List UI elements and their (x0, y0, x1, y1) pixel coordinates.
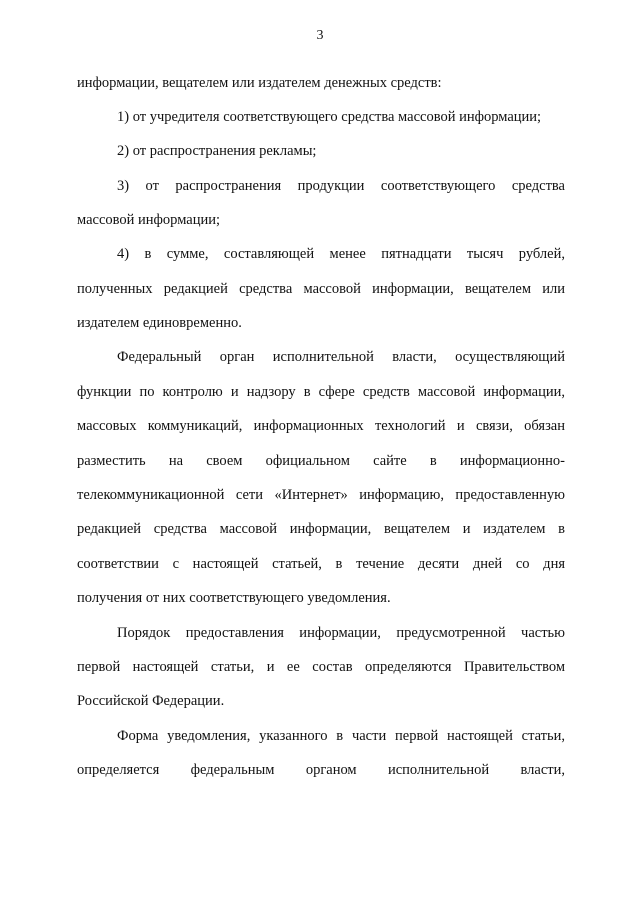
text-line-7: полученных редакцией средства массовой информации, вещателем или (77, 281, 565, 297)
text-line-18: первой настоящей статьи, и ее состав определяются Правительством (77, 659, 565, 675)
text-line-16: получения от них соответствующего уведомления. (77, 590, 391, 606)
text-line-10: функции по контролю и надзору в сфере средств массовой информации, (77, 384, 565, 400)
text-line-3: 2) от распространения рекламы; (117, 143, 317, 159)
text-line-6: 4) в сумме, составляющей менее пятнадцати тысяч рублей, (117, 246, 565, 262)
text-line-2: 1) от учредителя соответствующего средства массовой информации; (117, 109, 542, 125)
text-line-5: массовой информации; (77, 212, 221, 228)
text-line-11: массовых коммуникаций, информационных технологий и связи, обязан (77, 418, 565, 434)
text-line-14: редакцией средства массовой информации, вещателем и издателем в (77, 521, 565, 537)
text-line-12: разместить на своем официальном сайте в информационно- (77, 453, 565, 469)
text-line-19: Российской Федерации. (77, 693, 225, 709)
text-line-13: телекоммуникационной сети «Интернет» информацию, предоставленную (77, 487, 565, 503)
text-line-8: издателем единовременно. (77, 315, 242, 331)
text-line-20: Форма уведомления, указанного в части первой настоящей статьи, (117, 728, 565, 744)
text-line-9: Федеральный орган исполнительной власти, осуществляющий (117, 349, 565, 365)
text-line-15: соответствии с настоящей статьей, в течение десяти дней со дня (77, 556, 565, 572)
text-line-17: Порядок предоставления информации, предусмотренной частью (117, 625, 565, 641)
page-number: 3 (316, 28, 324, 43)
text-line-4: 3) от распространения продукции соответствующего средства (117, 178, 565, 194)
text-line-21: определяется федеральным органом исполнительной власти, (77, 762, 565, 778)
text-line-1: информации, вещателем или издателем денежных средств: (77, 75, 442, 91)
